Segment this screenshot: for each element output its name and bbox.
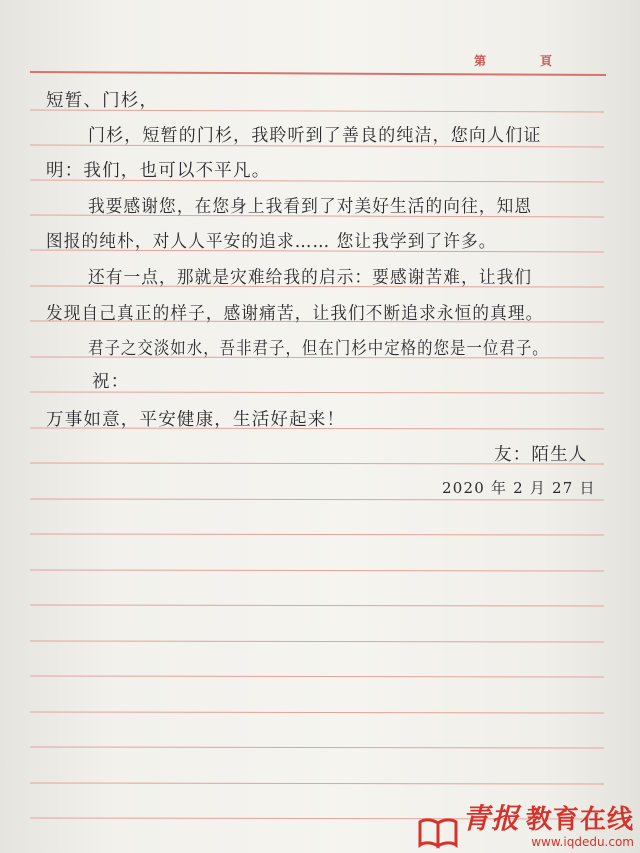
watermark-url: www.iqdedu.com (531, 835, 634, 849)
paragraph-line: 我要感谢您，在您身上我看到了对美好生活的向往，知恩 (88, 197, 533, 217)
open-book-icon (418, 815, 458, 849)
paragraph-line: 门杉，短暂的门杉，我聆听到了善良的纯洁，您向人们证 (88, 126, 542, 146)
watermark-site-name: 教育在线 (525, 805, 634, 835)
closing-wish: 万事如意，平安健康，生活好起来！ (46, 410, 346, 430)
signature: 友：陌生人 (494, 445, 588, 465)
paragraph-line: 图报的纯朴，对人人平安的追求…… 您让我学到了许多。 (46, 232, 497, 252)
paragraph-line: 明：我们，也可以不平凡。 (46, 161, 271, 181)
letter-date: 2020 年 2 月 27 日 (442, 479, 596, 497)
page-label-left: 第 (474, 54, 487, 68)
paragraph-line: 君子之交淡如水，吾非君子，但在门杉中定格的您是一位君子。 (88, 339, 549, 359)
paragraph-line: 还有一点，那就是灾难给我的启示：要感谢苦难，让我们 (88, 268, 533, 288)
paragraph-line: 发现自己真正的样子，感谢痛苦，让我们不断追求永恒的真理。 (46, 304, 544, 324)
watermark-brand: 青报 (461, 802, 520, 835)
watermark (418, 797, 634, 849)
closing-wish-label: 祝： (92, 372, 130, 392)
greeting-line: 短暂、门杉， (46, 91, 159, 111)
page-label-right: 頁 (540, 54, 553, 68)
